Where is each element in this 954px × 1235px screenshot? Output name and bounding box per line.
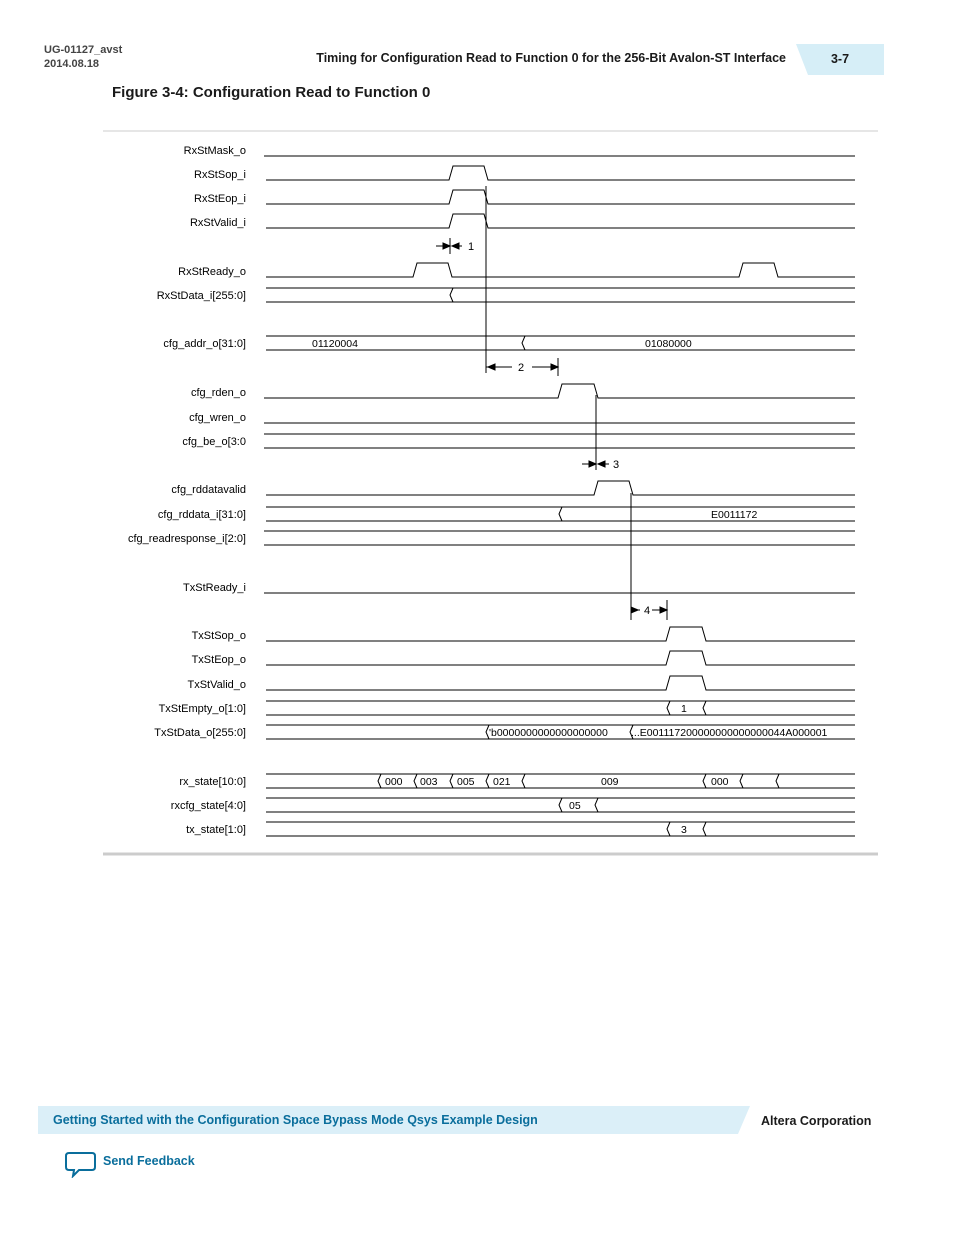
waveform-pulse [266,214,855,228]
signal-label: cfg_rddatavalid [171,484,246,496]
signal-label: RxStValid_i [189,217,246,229]
bus-lines [264,531,855,545]
signal-label: cfg_wren_o [189,412,246,424]
signal-label: TxStEop_o [191,654,246,666]
bus-transition [703,822,706,836]
signal-label: cfg_be_o[3:0 [182,436,246,448]
bus-value: 021 [493,776,511,788]
signal-label: TxStReady_i [183,582,246,594]
bus-value: 3 [681,824,687,836]
signal-label: rx_state[10:0] [179,776,246,788]
bus-transition [450,774,453,788]
bus-value: 009 [601,776,619,788]
bus-value: 1 [681,703,687,715]
section-title: Timing for Configuration Read to Function 0 for the 256-Bit Avalon-ST Interface [316,51,786,65]
bus-transition [559,798,562,812]
waveform-pulse [266,166,855,180]
bus-transition [667,822,670,836]
bus-transition [703,774,706,788]
footer-company: Altera Corporation [761,1114,872,1128]
waveform-pulse [266,190,855,204]
annotation-2-label: 2 [518,362,525,374]
bus-lines [266,288,855,302]
bus-transition [740,774,743,788]
bus-transition [486,774,489,788]
doc-date: 2014.08.18 [44,58,100,70]
page-number: 3-7 [830,52,850,66]
footer-guide-title[interactable]: Getting Started with the Configuration Space Bypass Mode Qsys Example Design [53,1113,538,1127]
bus-lines [266,701,855,715]
speech-bubble-icon [65,1150,97,1178]
bus-lines [266,507,855,521]
bus-value: 01120004 [312,338,358,350]
signal-label: cfg_addr_o[31:0] [163,338,246,350]
bus-value: 01080000 [645,338,692,350]
bus-value: 005 [457,776,475,788]
signal-label: TxStData_o[255:0] [154,727,246,739]
bus-transition [667,701,670,715]
signal-label: RxStEop_i [194,193,246,205]
annotation-1 [436,238,462,254]
bus-value: 'b0000000000000000000 [489,727,608,739]
bus-transition [522,774,525,788]
waveform-pulse [266,481,855,495]
bus-lines [264,434,855,448]
annotation-3-label: 3 [613,459,620,471]
figure-title: Figure 3-4: Configuration Read to Function 0 [112,84,431,101]
bus-value: 000 [711,776,729,788]
doc-code: UG-01127_avst [44,44,123,56]
bus-transition [450,288,453,302]
signal-label: RxStData_i[255:0] [156,290,246,302]
signal-label: cfg_readresponse_i[2:0] [127,533,246,545]
signal-label: RxStReady_o [178,266,246,278]
waveform-pulse [266,627,855,641]
send-feedback-label[interactable]: Send Feedback [103,1154,195,1168]
bus-lines [266,774,855,788]
signal-label: RxStMask_o [183,145,246,157]
annotation-1-label: 1 [468,241,475,253]
bus-value: 003 [420,776,438,788]
waveform-pulse [266,676,855,690]
bus-transition [414,774,417,788]
waveform-pulse [266,263,855,277]
bus-transition [703,701,706,715]
bus-lines [266,798,855,812]
bus-value: 000 [385,776,403,788]
bus-value: E0011172 [711,509,758,521]
bus-transition [378,774,381,788]
bus-transition [559,507,562,521]
waveform-pulse [266,651,855,665]
signal-label: TxStEmpty_o[1:0] [158,703,246,715]
signal-label: cfg_rden_o [190,387,246,399]
signal-label: TxStSop_o [191,630,246,642]
signal-label: rxcfg_state[4:0] [170,800,246,812]
bus-lines [266,822,855,836]
signal-label: cfg_rddata_i[31:0] [157,509,246,521]
bus-transition [595,798,598,812]
annotation-4-label: 4 [644,605,651,617]
bus-transition [776,774,779,788]
bus-transition [522,336,525,350]
bus-value: 05 [569,800,581,812]
waveform-pulse [264,384,855,398]
bus-value: ...E001117200000000000000044A000001 [631,727,828,739]
signal-label: RxStSop_i [194,169,246,181]
signal-label: tx_state[1:0] [186,824,246,836]
signal-label: TxStValid_o [187,679,246,691]
